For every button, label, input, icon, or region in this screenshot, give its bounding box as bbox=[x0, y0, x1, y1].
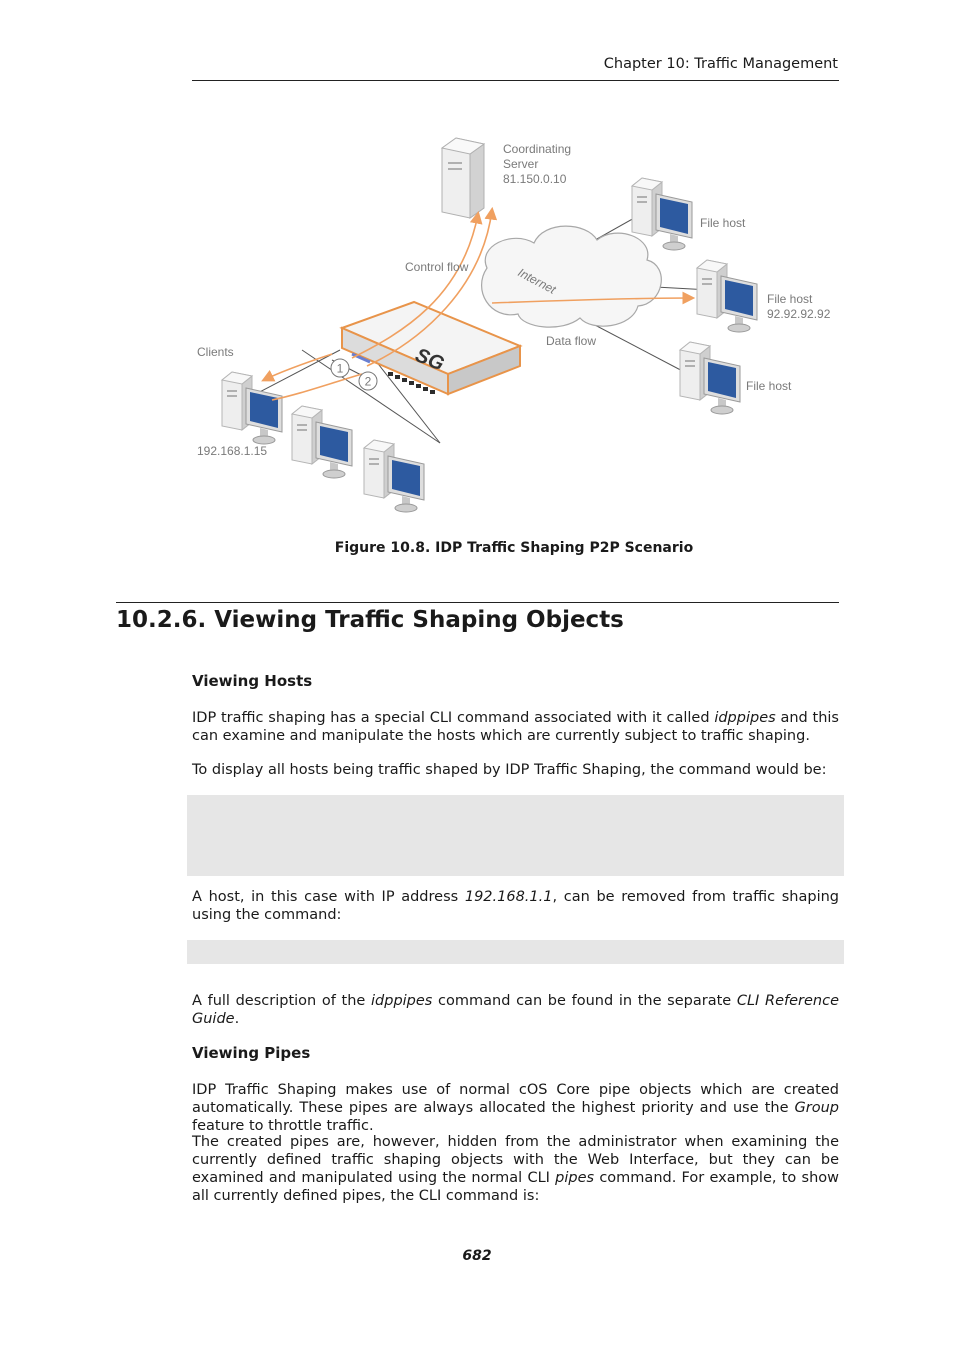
client-1-icon bbox=[222, 372, 282, 444]
running-header: Chapter 10: Traffic Management bbox=[603, 56, 838, 72]
file-host-3-label: File host bbox=[746, 379, 792, 393]
internet-cloud bbox=[482, 226, 662, 327]
section-rule bbox=[116, 602, 839, 603]
section-title: 10.2.6. Viewing Traffic Shaping Objects bbox=[116, 607, 624, 633]
ip-address-term: 192.168.1.1 bbox=[464, 889, 553, 905]
control-flow-label: Control flow bbox=[405, 260, 469, 274]
page-number: 682 bbox=[462, 1248, 492, 1264]
client-2-icon bbox=[292, 406, 352, 478]
file-host-1-label: File host bbox=[700, 216, 746, 230]
internet-label: Internet bbox=[515, 265, 559, 297]
idppipes-term: idppipes bbox=[714, 710, 776, 726]
code-block-show-hosts bbox=[187, 795, 844, 876]
file-host-2-ip: 92.92.92.92 bbox=[767, 307, 831, 321]
hosts-paragraph-2: To display all hosts being traffic shaped by IDP Traffic Shaping, the command would be: bbox=[192, 762, 827, 778]
client-3-icon bbox=[364, 440, 424, 512]
hosts-paragraph-3: A host, in this case with IP address 192.168.1.1, can be removed from traffic shaping using the command: bbox=[192, 889, 839, 923]
pipes-paragraph-1: IDP Traffic Shaping makes use of normal cOS Core pipe objects which are created automatically. These pipes are always allocated the highest priority and use the Group feature to throttle traffic. bbox=[192, 1082, 839, 1134]
coordinating-server-icon bbox=[442, 138, 484, 218]
hosts-paragraph-4: A full description of the idppipes command can be found in the separate CLI Reference Guide. bbox=[192, 993, 839, 1027]
clients-label: Clients bbox=[197, 345, 234, 359]
p2p-scenario-diagram bbox=[192, 128, 852, 518]
data-flow-label: Data flow bbox=[546, 334, 597, 348]
coord-server-label-2: Server bbox=[503, 157, 539, 171]
viewing-hosts-heading: Viewing Hosts bbox=[192, 672, 313, 690]
pipes-paragraph-2: The created pipes are, however, hidden from the administrator when examining the currently defined traffic shaping objects with the Web Interface, but they can be examined and manipulated using the normal CLI pipes command. For example, to show all currently defined pipes, the CLI command is: bbox=[192, 1134, 839, 1204]
coord-server-ip: 81.150.0.10 bbox=[503, 172, 567, 186]
svg-text:1: 1 bbox=[336, 361, 344, 376]
viewing-pipes-heading: Viewing Pipes bbox=[192, 1044, 311, 1062]
cli-reference-guide-ref: CLI Reference Guide bbox=[192, 993, 839, 1027]
hosts-paragraph-1: IDP traffic shaping has a special CLI command associated with it called idppipes and this can examine and manipulate the hosts which are currently subject to traffic shaping. bbox=[192, 710, 839, 744]
header-rule bbox=[192, 80, 839, 81]
file-host-2-label: File host bbox=[767, 292, 813, 306]
file-host-3-icon bbox=[680, 342, 740, 414]
file-host-2-icon bbox=[697, 260, 757, 332]
sg-label: SG bbox=[412, 344, 448, 376]
coord-server-label-1: Coordinating bbox=[503, 142, 572, 156]
figure-caption: Figure 10.8. IDP Traffic Shaping P2P Scenario bbox=[334, 540, 694, 556]
code-block-remove-host bbox=[187, 940, 844, 964]
svg-text:2: 2 bbox=[364, 374, 372, 389]
file-host-1-icon bbox=[632, 178, 692, 250]
client-ip-label: 192.168.1.15 bbox=[197, 444, 268, 458]
